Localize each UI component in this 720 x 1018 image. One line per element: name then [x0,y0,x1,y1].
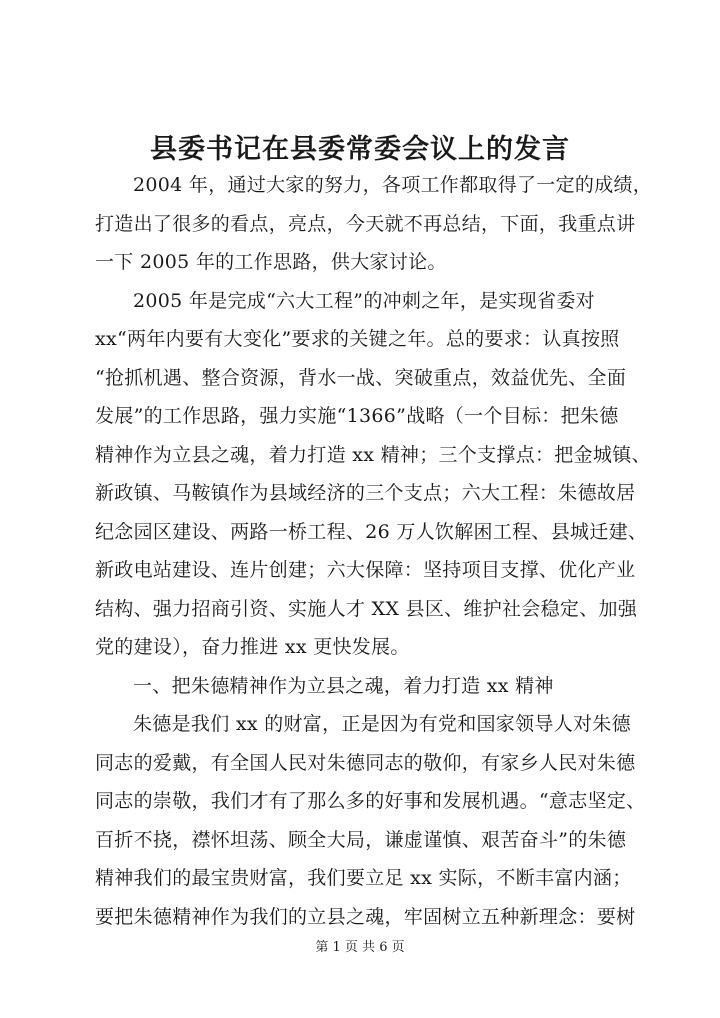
text-line: 2005 年是完成“六大工程”的冲刺之年，是实现省委对 [133,289,595,312]
text-line: “抢抓机遇、整合资源，背水一战、突破重点，效益优先、全面 [95,366,627,389]
text-line: 一下 2005 年的工作思路，供大家讨论。 [95,251,447,273]
text-line: 精神作为立县之魂，着力打造 xx 精神；三个支撑点：把金城镇、 [95,443,651,466]
text-line: 百折不挠，襟怀坦荡、顾全大局，谦虚谨慎、艰苦奋斗”的朱德 [95,828,627,851]
text-line: 纪念园区建设、两路一桥工程、26 万人饮解困工程、县城迁建、 [95,520,648,543]
text-line: 新政镇、马鞍镇作为县域经济的三个支点；六大工程：朱德故居 [95,482,636,504]
section-heading: 一、把朱德精神作为立县之魂，着力打造 xx 精神 [133,674,554,697]
text-line: 新政电站建设、连片创建；六大保障：坚持项目支撑、优化产业 [95,559,636,581]
text-line: xx“两年内要有大变化”要求的关键之年。总的要求：认真按照 [95,328,620,350]
text-line: 结构、强力招商引资、实施人才 XX 县区、维护社会稳定、加强 [95,597,638,620]
document-title: 县委书记在县委常委会议上的发言 [150,134,570,165]
text-line: 同志的崇敬，我们才有了那么多的好事和发展机遇。“意志坚定、 [95,790,646,812]
text-line: 同志的爱戴，有全国人民对朱德同志的敬仰，有家乡人民对朱德 [95,751,636,774]
text-line: 打造出了很多的看点，亮点，今天就不再总结，下面，我重点讲 [95,212,636,235]
text-line: 朱德是我们 xx 的财富，正是因为有党和国家领导人对朱德 [133,713,631,735]
text-line: 要把朱德精神作为我们的立县之魂，牢固树立五种新理念：要树 [95,905,636,928]
document-body [95,166,655,936]
text-line: 党的建设），奋力推进 xx 更快发展。 [95,636,410,658]
text-line: 发展”的工作思路，强力实施“1366”战略（一个目标：把朱德 [95,405,619,427]
text-line: 精神我们的最宝贵财富，我们要立足 xx 实际，不断丰富内涵； [95,867,632,889]
page-footer: 第 1 页 共 6 页 [315,940,405,955]
text-line: 2004 年，通过大家的努力，各项工作都取得了一定的成绩， [133,174,653,196]
